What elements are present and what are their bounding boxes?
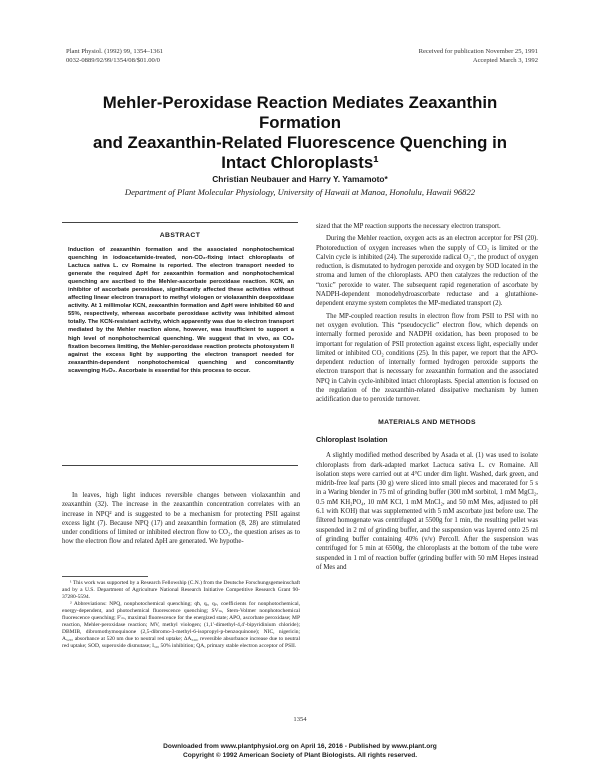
journal-citation — [66, 48, 306, 65]
introduction — [62, 491, 300, 547]
title-line-1: Mehler-Peroxidase Reaction Mediates Zeaxanthin Formation — [102, 93, 498, 132]
abstract-heading: ABSTRACT — [159, 232, 201, 239]
accepted-date: Accepted March 3, 1992 — [472, 56, 538, 64]
right-paragraph-1: sized that the MP reaction supports the necessary electron transport. — [316, 223, 501, 230]
title-line-3: Intact Chloroplasts¹ — [221, 153, 379, 172]
right-column — [316, 222, 538, 572]
footnote-1: ¹ This work was supported by a Research Fellowship (C.N.) from the Deutsche Forschungsgemeinschaft and by a U.S. Department of Agriculture National Research Initiative Competitive Research Grant 90-37280-5594. — [62, 580, 300, 601]
intro-paragraph: In leaves, high light induces reversible changes between violaxanthin and zeaxanthin (32). The increase in the zeaxanthin concentration correlates with an increase in NPQ² and is suggested to be a mechanism for protecting PSII against excess light (7). Because NPQ (17) and zeaxanthin formation (8, 28) are stimulated under conditions of limited or inhibited electron flow to CO₂, the question arises as to how the electron flow and related ΔpH are generated. We hypothe- — [62, 492, 300, 546]
right-paragraph-4: A slightly modified method described by Asada et al. (1) was used to isolate chloroplasts from dark-adapted market Lactuca sativa L. cv Romaine. All isolation steps were carried out at 4°C under dim light. Washed, dark green, and midrib-free leaf parts (30 g) were sliced into small pieces and macerated for 5 s in a Waring blender in 75 ml of grinding buffer (300 mM sorbitol, 1 mM MgCl₂, 0.5 mM KH₂PO₄, 10 mM KCl, 1 mM MnCl₂, and 50 mM Mes, adjusted to pH 6.1 with KOH) that was supplemented with 5 mM ascorbate just before use. The filtered homogenate was centrifuged at 5500g for 1 min, the resulting pellet was suspended in 2 ml of grinding buffer, and the suspension was layered onto 25 ml of grinding buffer containing 40% (v/v) Percoll. After the suspension was centrifuged for 5 min at 6500g, the chloroplasts at the bottom of the tube were suspended in 1 ml of reaction buffer (grinding buffer with 50 mM Hepes instead of Mes and — [316, 452, 538, 571]
footnotes — [62, 580, 300, 650]
right-paragraph-3: The MP-coupled reaction results in electron flow from PSII to PSI with no net oxygen evolution. This “pseudocyclic” electron flow, which depends on internally formed peroxide and NADPH oxidation, has been proposed to be important for regulation of PSII protection against excess light, especially under limited or inhibited CO₂ conditions (25). In this paper, we report that the APO-dependent reduction of internally formed hydrogen peroxide supports the electron transport that is necessary for zeaxanthin formation and the associated NPQ in Calvin cycle-inhibited intact chloroplasts. Special attention is focused on the regulation of the zeaxanthin-related dissipative mechanism by lumen acidification due to peroxide turnover. — [316, 312, 538, 404]
journal-line-2: 0032-0889/92/99/1354/08/$01.00/0 — [66, 56, 160, 64]
right-paragraph-2: During the Mehler reaction, oxygen acts as an electron acceptor for PSI (20). Photoreduction of oxygen increases when the supply of CO₂ is limited or the Calvin cycle is inhibited (24). The superoxide radical O₂⁻, the product of oxygen reduction, is dismutated to hydrogen peroxide and oxygen by SOD located in the stroma and lumen of the chloroplasts. APO then catalyzes the reduction of the “toxic” peroxide to water. The subsequent rapid regeneration of ascorbate by NADPH-dependent monodehydroascorbate reductase and a glutathione-dependent enzyme system completes the MP-mediated transport (2). — [316, 235, 538, 308]
download-line-1: Downloaded from www.plantphysiol.org on April 16, 2016 - Published by www.plant.org — [163, 743, 437, 750]
chloroplast-isolation-heading: Chloroplast Isolation — [316, 434, 388, 444]
title-line-2: and Zeaxanthin-Related Fluorescence Quenching in — [92, 133, 508, 152]
authors: Christian Neubauer and Harry Y. Yamamoto* — [212, 174, 388, 184]
methods-heading: MATERIALS AND METHODS — [378, 418, 476, 426]
abstract-text: Induction of zeaxanthin formation and the associated nonphotochemical quenching in iodoacetamide-treated, non-CO₂-fixing intact chloroplasts of Lactuca sativa L. cv Romaine is reported. The electron transport needed to generate the required ΔpH for zeaxanthin formation and nonphotochemical quenching are ascribed to the Mehler-ascorbate peroxidase reaction. KCN, an inhibitor of ascorbate peroxidase, significantly affected these activities without affecting linear electron transport to methyl viologen or violaxanthin deepoxidase activity. At 1 millimolar KCN, zeaxanthin formation and ΔpH were inhibited 60 and 55%, respectively, whereas ascorbate peroxidase activity was inhibited almost totally. The KCN-resistant activity, which apparently was due to electron transport mediated by the Mehler reaction alone, however, was insufficient to support a high level of nonphotochemical quenching. We suggest that in vivo, as CO₂ fixation becomes limiting, the Mehler-peroxidase reaction protects photosystem II against the excess light by supporting the electron transport needed for zeaxanthin-dependent nonphotochemical quenching and concomitantly scavenging H₂O₂. Ascorbate is essential for this process to occur. — [68, 247, 294, 374]
received-date: Received for publication November 25, 1991 — [418, 48, 538, 55]
download-line-2: Copyright © 1992 American Society of Plant Biologists. All rights reserved. — [182, 751, 418, 759]
publication-dates — [378, 48, 538, 65]
footnote-rule — [62, 576, 148, 577]
download-notice — [60, 743, 540, 760]
abstract-box — [62, 222, 298, 466]
affiliation: Department of Plant Molecular Physiology, University of Hawaii at Manoa, Honolulu, Hawaii 96822 — [124, 187, 476, 197]
article-title — [60, 93, 540, 173]
page-number: 1354 — [293, 716, 307, 723]
journal-line-1: Plant Physiol. (1992) 99, 1354–1361 — [66, 48, 164, 55]
footnote-2: ² Abbreviations: NPQ, nonphotochemical quenching; qħ, qₑ, qₚ, coefficients for nonphotochemical, energy-dependent, and photochemical fluorescence quenching; SVₘ, Stern-Volmer nonphotochemical fluorescence quenching; F′ₘ, maximal fluorescence for the energized state; APO, ascorbate peroxidase; MP reaction, Mehler-peroxidase reaction; MV, methyl viologen; (1,1′-dimethyl-4,4′-bipyridinium chloride); DBMIB, dibromothymoquinone (2,5-dibromo-3-methyl-6-isopropyl-p-benzoquinone); NIC, nigericin; A₅₂₀, absorbance at 520 nm due to neutral red uptake; ΔA₅₂₀, reversible absorbance increase due to neutral red uptake; SOD, superoxide dismutase; I₅₀, 50% inhibition; QA, primary stable electron acceptor of PSII. — [62, 601, 300, 650]
